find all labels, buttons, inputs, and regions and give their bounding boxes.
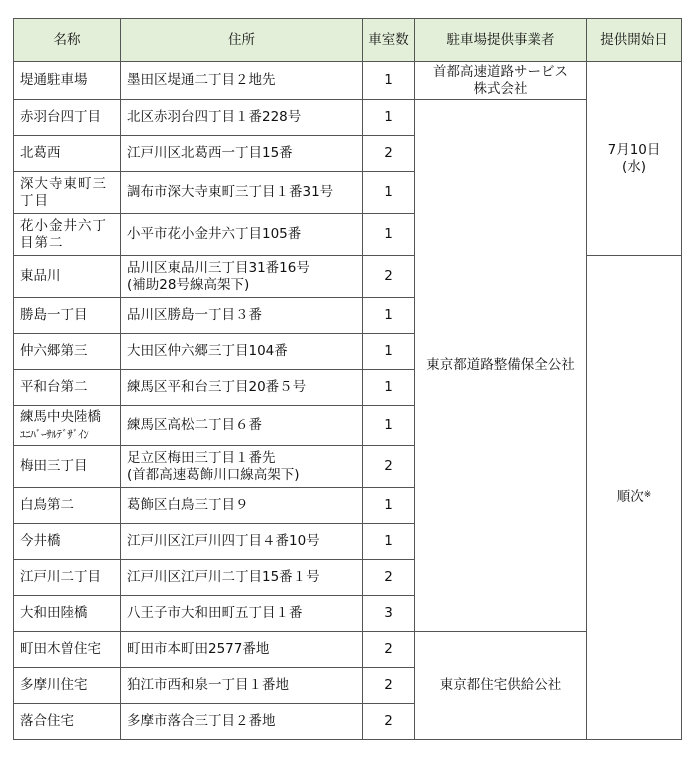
cell-address: 練馬区平和台三丁目20番５号 xyxy=(121,370,363,406)
cell-name: 江戸川二丁目 xyxy=(14,560,121,596)
cell-address: 江戸川区北葛西一丁目15番 xyxy=(121,136,363,172)
cell-name: 東品川 xyxy=(14,256,121,298)
cell-address: 品川区勝島一丁目３番 xyxy=(121,298,363,334)
header-provider: 駐車場提供事業者 xyxy=(415,19,587,62)
cell-rooms: 1 xyxy=(363,100,415,136)
cell-address: 江戸川区江戸川二丁目15番１号 xyxy=(121,560,363,596)
header-name: 名称 xyxy=(14,19,121,62)
cell-provider-housing-corp: 東京都住宅供給公社 xyxy=(415,632,587,740)
cell-address: 町田市本町田2577番地 xyxy=(121,632,363,668)
start-date-line: (水) xyxy=(621,158,647,175)
cell-name: 今井橋 xyxy=(14,524,121,560)
cell-address: 墨田区堤通二丁目２地先 xyxy=(121,62,363,100)
parking-table-container xyxy=(13,18,682,740)
header-start-date: 提供開始日 xyxy=(587,19,682,62)
header-row xyxy=(14,19,682,62)
cell-name: 大和田陸橋 xyxy=(14,596,121,632)
cell-address: 葛飾区白鳥三丁目９ xyxy=(121,488,363,524)
cell-address xyxy=(121,446,363,488)
cell-start-date-sequential xyxy=(587,256,682,740)
cell-name: 堤通駐車場 xyxy=(14,62,121,100)
cell-rooms: 1 xyxy=(363,298,415,334)
address-line: 品川区東品川三丁目31番16号 xyxy=(127,259,310,276)
name-line: 練馬中央陸橋 xyxy=(20,408,101,425)
cell-name: 仲六郷第三 xyxy=(14,334,121,370)
provider-line: 首都高速道路サービス xyxy=(433,63,568,80)
start-date-line: 7月10日 xyxy=(607,141,661,158)
cell-rooms: 2 xyxy=(363,668,415,704)
provider-line: 株式会社 xyxy=(473,80,528,97)
cell-name: 落合住宅 xyxy=(14,704,121,740)
cell-address: 小平市花小金井六丁目105番 xyxy=(121,214,363,256)
table-row xyxy=(14,62,682,100)
cell-rooms: 1 xyxy=(363,334,415,370)
cell-name: 深大寺東町三丁目 xyxy=(14,172,121,214)
cell-address: 狛江市西和泉一丁目１番地 xyxy=(121,668,363,704)
cell-provider-road-corp: 東京都道路整備保全公社 xyxy=(415,100,587,632)
cell-rooms: 2 xyxy=(363,136,415,172)
address-note: (補助28号線高架下) xyxy=(127,276,250,293)
cell-name: 赤羽台四丁目 xyxy=(14,100,121,136)
cell-address xyxy=(121,256,363,298)
address-line: 足立区梅田三丁目１番先 xyxy=(127,449,276,466)
cell-rooms: 1 xyxy=(363,172,415,214)
header-address: 住所 xyxy=(121,19,363,62)
cell-name: 町田木曽住宅 xyxy=(14,632,121,668)
header-rooms: 車室数 xyxy=(363,19,415,62)
cell-rooms: 2 xyxy=(363,560,415,596)
cell-name: 白鳥第二 xyxy=(14,488,121,524)
cell-rooms: 1 xyxy=(363,524,415,560)
cell-rooms: 1 xyxy=(363,488,415,524)
cell-start-date-july10 xyxy=(587,62,682,256)
name-line-small: ﾕﾆﾊﾞｰｻﾙﾃﾞｻﾞｲﾝ xyxy=(20,427,89,441)
cell-name: 梅田三丁目 xyxy=(14,446,121,488)
table-row xyxy=(14,100,682,136)
cell-rooms: 3 xyxy=(363,596,415,632)
address-note: (首都高速葛飾川口線高架下) xyxy=(127,466,300,483)
cell-rooms: 1 xyxy=(363,62,415,100)
cell-provider-metro-expressway xyxy=(415,62,587,100)
cell-address: 大田区仲六郷三丁目104番 xyxy=(121,334,363,370)
cell-rooms: 1 xyxy=(363,214,415,256)
cell-rooms: 2 xyxy=(363,256,415,298)
cell-rooms: 2 xyxy=(363,704,415,740)
cell-address: 調布市深大寺東町三丁目１番31号 xyxy=(121,172,363,214)
note-mark: ※ xyxy=(643,490,652,500)
cell-rooms: 2 xyxy=(363,632,415,668)
cell-name: 花小金井六丁目第二 xyxy=(14,214,121,256)
cell-name xyxy=(14,406,121,446)
cell-name: 北葛西 xyxy=(14,136,121,172)
cell-address: 多摩市落合三丁目２番地 xyxy=(121,704,363,740)
cell-name: 勝島一丁目 xyxy=(14,298,121,334)
parking-table xyxy=(13,18,682,740)
cell-name: 多摩川住宅 xyxy=(14,668,121,704)
cell-address: 江戸川区江戸川四丁目４番10号 xyxy=(121,524,363,560)
start-date-text: 順次 xyxy=(616,489,644,505)
cell-rooms: 1 xyxy=(363,370,415,406)
cell-rooms: 2 xyxy=(363,446,415,488)
cell-address: 北区赤羽台四丁目１番228号 xyxy=(121,100,363,136)
cell-rooms: 1 xyxy=(363,406,415,446)
table-row xyxy=(14,632,682,668)
cell-name: 平和台第二 xyxy=(14,370,121,406)
cell-address: 八王子市大和田町五丁目１番 xyxy=(121,596,363,632)
cell-address: 練馬区高松二丁目６番 xyxy=(121,406,363,446)
